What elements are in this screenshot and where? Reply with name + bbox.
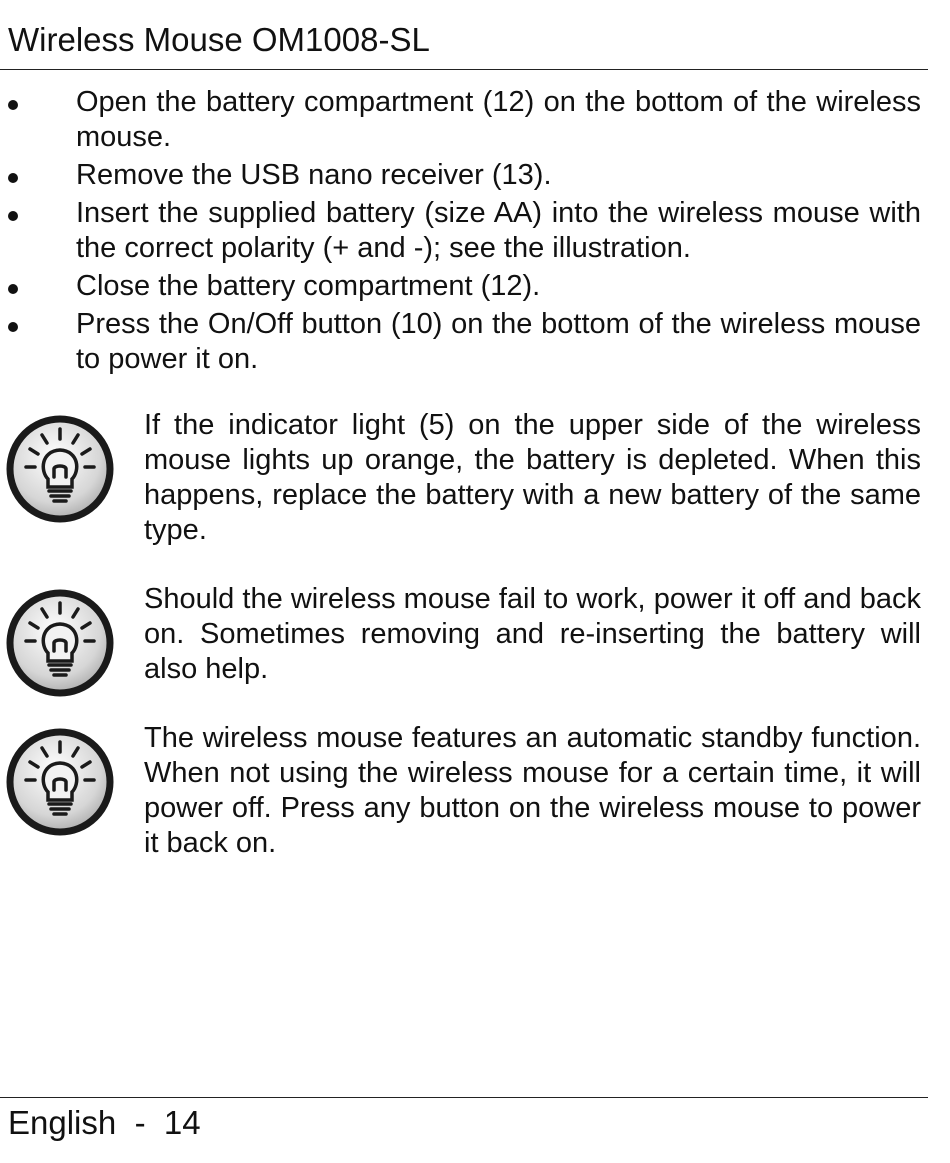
instruction-text: Close the battery compartment (12). (76, 270, 541, 302)
lightbulb-icon (4, 587, 116, 699)
instruction-item (0, 85, 921, 155)
tip-text: The wireless mouse features an automatic standby function. When not using the wireless mouse for a certain time, it will power off. Press any button on the wireless mouse to power it back on. (144, 722, 921, 859)
instruction-item (0, 158, 921, 193)
bullet-icon (8, 173, 18, 183)
bullet-icon (8, 100, 18, 110)
instruction-text: Insert the supplied battery (size AA) into the wireless mouse with the correct polarity (+ and -); see the illustration. (76, 197, 921, 264)
instruction-list (0, 85, 921, 380)
instruction-item (0, 196, 921, 266)
page-header-title: Wireless Mouse OM1008-SL (8, 21, 430, 58)
lightbulb-icon (4, 413, 116, 525)
instruction-text: Press the On/Off button (10) on the bottom of the wireless mouse to power it on. (76, 308, 921, 375)
bullet-icon (8, 284, 18, 294)
instruction-text: Remove the USB nano receiver (13). (76, 159, 552, 191)
bullet-icon (8, 322, 18, 332)
header-divider (0, 69, 928, 70)
tip-note (0, 582, 921, 687)
tip-text: If the indicator light (5) on the upper side of the wireless mouse lights up orange, the battery is depleted. When this happens, replace the battery with a new battery of the same type. (144, 409, 921, 546)
instruction-text: Open the battery compartment (12) on the bottom of the wireless mouse. (76, 86, 921, 153)
page-footer: English - 14 (8, 1104, 201, 1141)
instruction-item (0, 269, 921, 304)
lightbulb-icon (4, 726, 116, 838)
tip-note (0, 408, 921, 548)
tip-note (0, 721, 921, 861)
instruction-item (0, 307, 921, 377)
tip-text: Should the wireless mouse fail to work, power it off and back on. Sometimes removing and re-inserting the battery will also help. (144, 583, 921, 685)
bullet-icon (8, 211, 18, 221)
footer-divider (0, 1097, 928, 1098)
